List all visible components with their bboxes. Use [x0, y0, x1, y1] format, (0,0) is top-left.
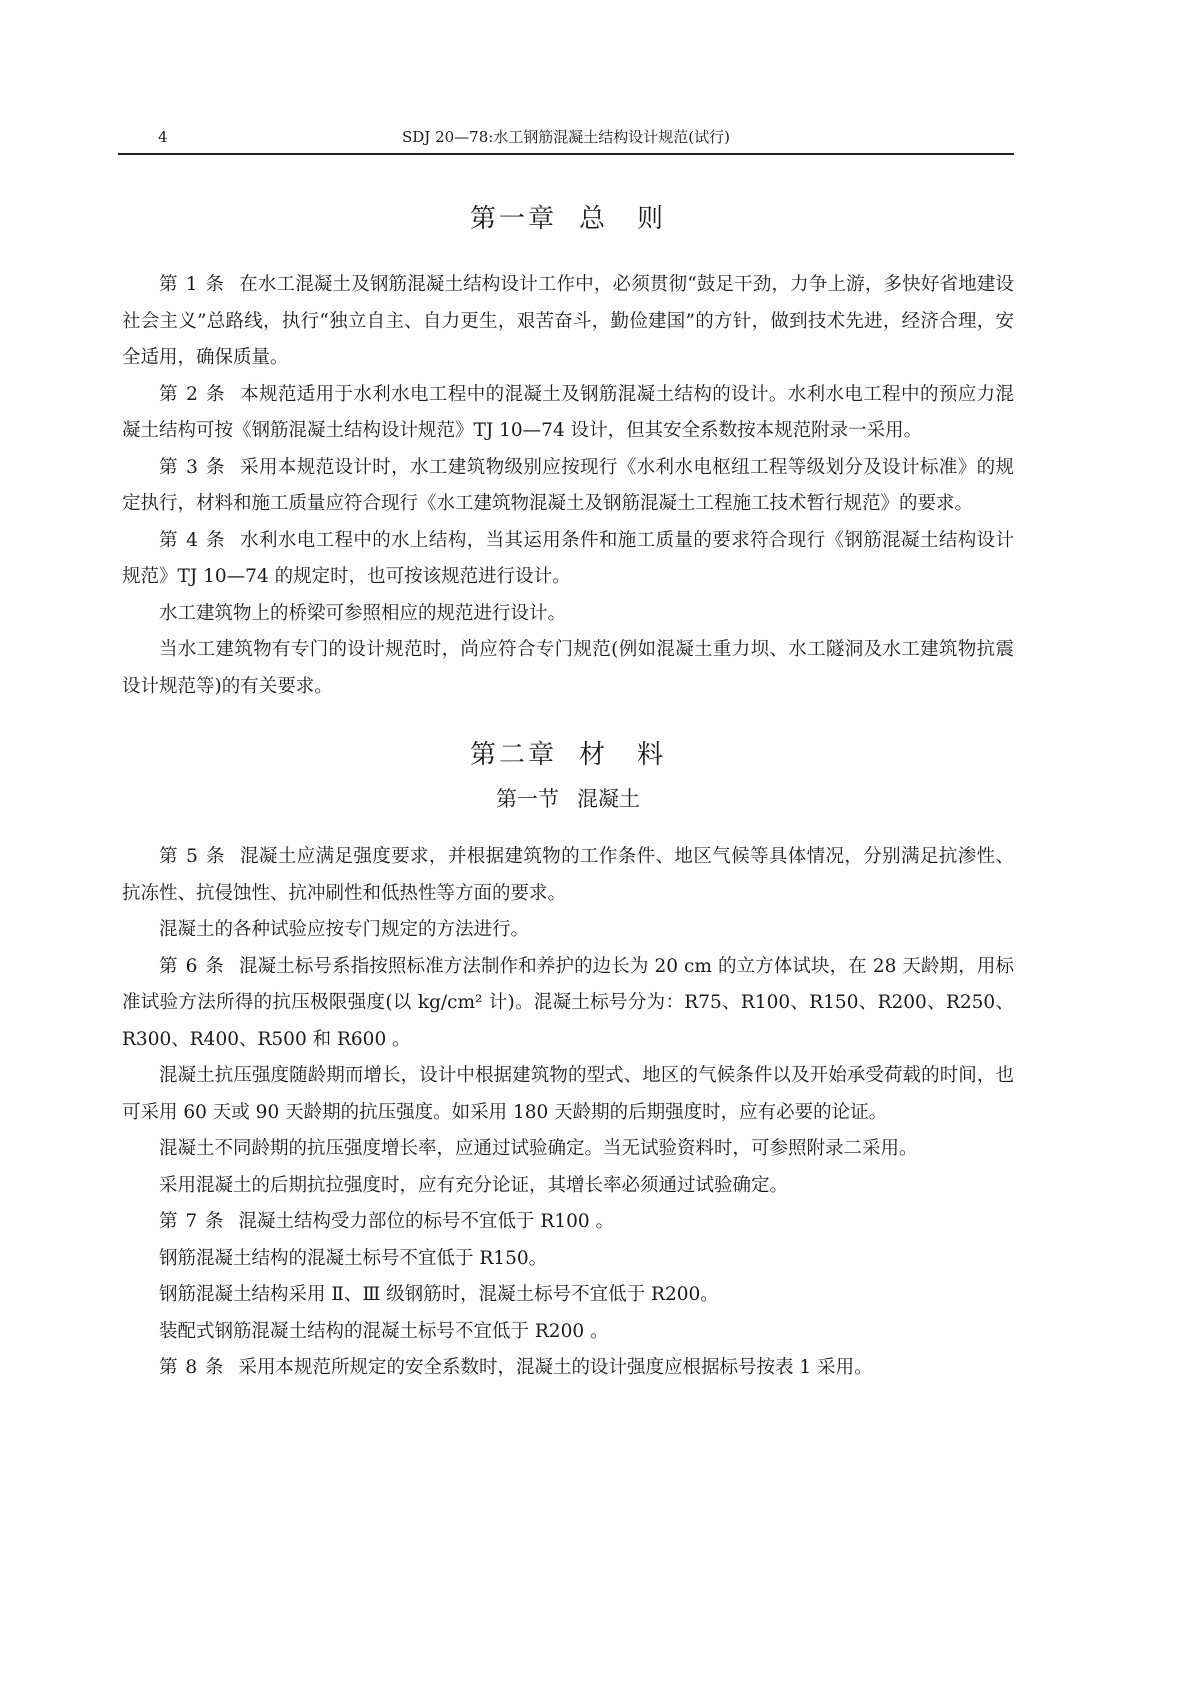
article-paragraph: [122, 1131, 1014, 1168]
article-text: 混凝土结构受力部位的标号不宜低于 R100 。: [238, 1211, 615, 1232]
article-paragraph: [122, 1168, 1014, 1205]
article-text: 混凝土的各种试验应按专门规定的方法进行。: [159, 919, 530, 940]
section-1-title: [122, 779, 1014, 819]
article-paragraph: [122, 1241, 1014, 1278]
article-number: 第 4 条: [159, 529, 227, 551]
article-text: 采用混凝土的后期抗拉强度时，应有充分论证，其增长率必须通过试验确定。: [159, 1174, 789, 1196]
article-text: 混凝土标号系指按照标准方法制作和养护的边长为 20 cm 的立方体试块，在 28 天龄期，用标准试验方法所得的抗压极限强度(以 kg/cm² 计)。混凝土标号分为：R75、R100、R150、R200、R250、R300、R400、R500 和 R600 。: [122, 955, 1014, 1050]
article-paragraph: [122, 1277, 1014, 1314]
running-header: [118, 122, 1014, 152]
article-number: 第 2 条: [159, 383, 227, 405]
article-text: 水利水电工程中的水上结构，当其运用条件和施工质量的要求符合现行《钢筋混凝土结构设计规范》TJ 10—74 的规定时，也可按该规范进行设计。: [122, 529, 1014, 587]
article-number: 第 7 条: [159, 1211, 225, 1232]
article-paragraph: [122, 912, 1014, 949]
header-title: SDJ 20—78:水工钢筋混凝土结构设计规范(试行): [401, 128, 731, 146]
article-paragraph: [122, 377, 1014, 450]
chapter-2-body: [122, 839, 1014, 1387]
chapter-1-title: [122, 195, 1014, 243]
article-text: 混凝土不同龄期的抗压强度增长率，应通过试验确定。当无试验资料时，可参照附录二采用。: [159, 1138, 918, 1159]
section-1-name: 混凝土: [577, 787, 640, 811]
chapter-1-label: 第一章: [469, 204, 557, 234]
article-text: 本规范适用于水利水电工程中的混凝土及钢筋混凝土结构的设计。水利水电工程中的预应力混凝土结构可按《钢筋混凝土结构设计规范》TJ 10—74 设计，但其安全系数按本规范附录一采用。: [122, 383, 1014, 441]
chapter-2-label: 第二章: [469, 740, 557, 770]
section-1-label: 第一节: [496, 787, 559, 811]
article-paragraph: [122, 596, 1014, 633]
article-text: 钢筋混凝土结构的混凝土标号不宜低于 R150。: [159, 1247, 548, 1269]
article-number: 第 3 条: [159, 456, 227, 478]
article-text: 在水工混凝土及钢筋混凝土结构设计工作中，必须贯彻“鼓足干劲，力争上游，多快好省地建设社会主义”总路线，执行“独立自主、自力更生，艰苦奋斗，勤俭建国”的方针，做到技术先进，经济合理，安全适用，确保质量。: [122, 274, 1014, 368]
page-body: [122, 195, 1014, 1387]
chapter-1-body: [122, 267, 1014, 705]
article-text: 水工建筑物上的桥梁可参照相应的规范进行设计。: [159, 602, 567, 624]
article-paragraph: [122, 632, 1014, 705]
article-text: 采用本规范设计时，水工建筑物级别应按现行《水利水电枢纽工程等级划分及设计标准》的规定执行，材料和施工质量应符合现行《水工建筑物混凝土及钢筋混凝土工程施工技术暂行规范》的要求。: [122, 456, 1014, 514]
article-number: 第 5 条: [159, 846, 227, 867]
article-paragraph: [122, 1314, 1014, 1351]
article-text: 混凝土应满足强度要求，并根据建筑物的工作条件、地区气候等具体情况，分别满足抗渗性、抗冻性、抗侵蚀性、抗冲刷性和低热性等方面的要求。: [122, 846, 1014, 904]
chapter-2-title: [122, 731, 1014, 779]
article-paragraph: [122, 839, 1014, 912]
chapter-2-name: 材 料: [579, 740, 667, 770]
article-number: 第 6 条: [159, 955, 225, 977]
article-text: 钢筋混凝土结构采用 Ⅱ、Ⅲ 级钢筋时，混凝土标号不宜低于 R200。: [159, 1284, 719, 1305]
article-text: 采用本规范所规定的安全系数时，混凝土的设计强度应根据标号按表 1 采用。: [238, 1357, 873, 1378]
article-paragraph: [122, 949, 1014, 1059]
article-paragraph: [122, 1058, 1014, 1131]
article-paragraph: [122, 1204, 1014, 1241]
article-text: 装配式钢筋混凝土结构的混凝土标号不宜低于 R200 。: [159, 1320, 609, 1342]
article-text: 混凝土抗压强度随龄期而增长，设计中根据建筑物的型式、地区的气候条件以及开始承受荷载的时间，也可采用 60 天或 90 天龄期的抗压强度。如采用 180 天龄期的后期强度时，应有必要的论证。: [122, 1065, 1014, 1123]
article-paragraph: [122, 1350, 1014, 1387]
article-number: 第 1 条: [159, 274, 226, 295]
chapter-1-name: 总 则: [579, 204, 667, 234]
article-text: 当水工建筑物有专门的设计规范时，尚应符合专门规范(例如混凝土重力坝、水工隧洞及水工建筑物抗震设计规范等)的有关要求。: [122, 639, 1014, 697]
article-paragraph: [122, 267, 1014, 377]
header-rule: [118, 153, 1014, 155]
article-paragraph: [122, 523, 1014, 596]
article-paragraph: [122, 450, 1014, 523]
page-number: 4: [158, 128, 168, 146]
article-number: 第 8 条: [159, 1357, 225, 1378]
